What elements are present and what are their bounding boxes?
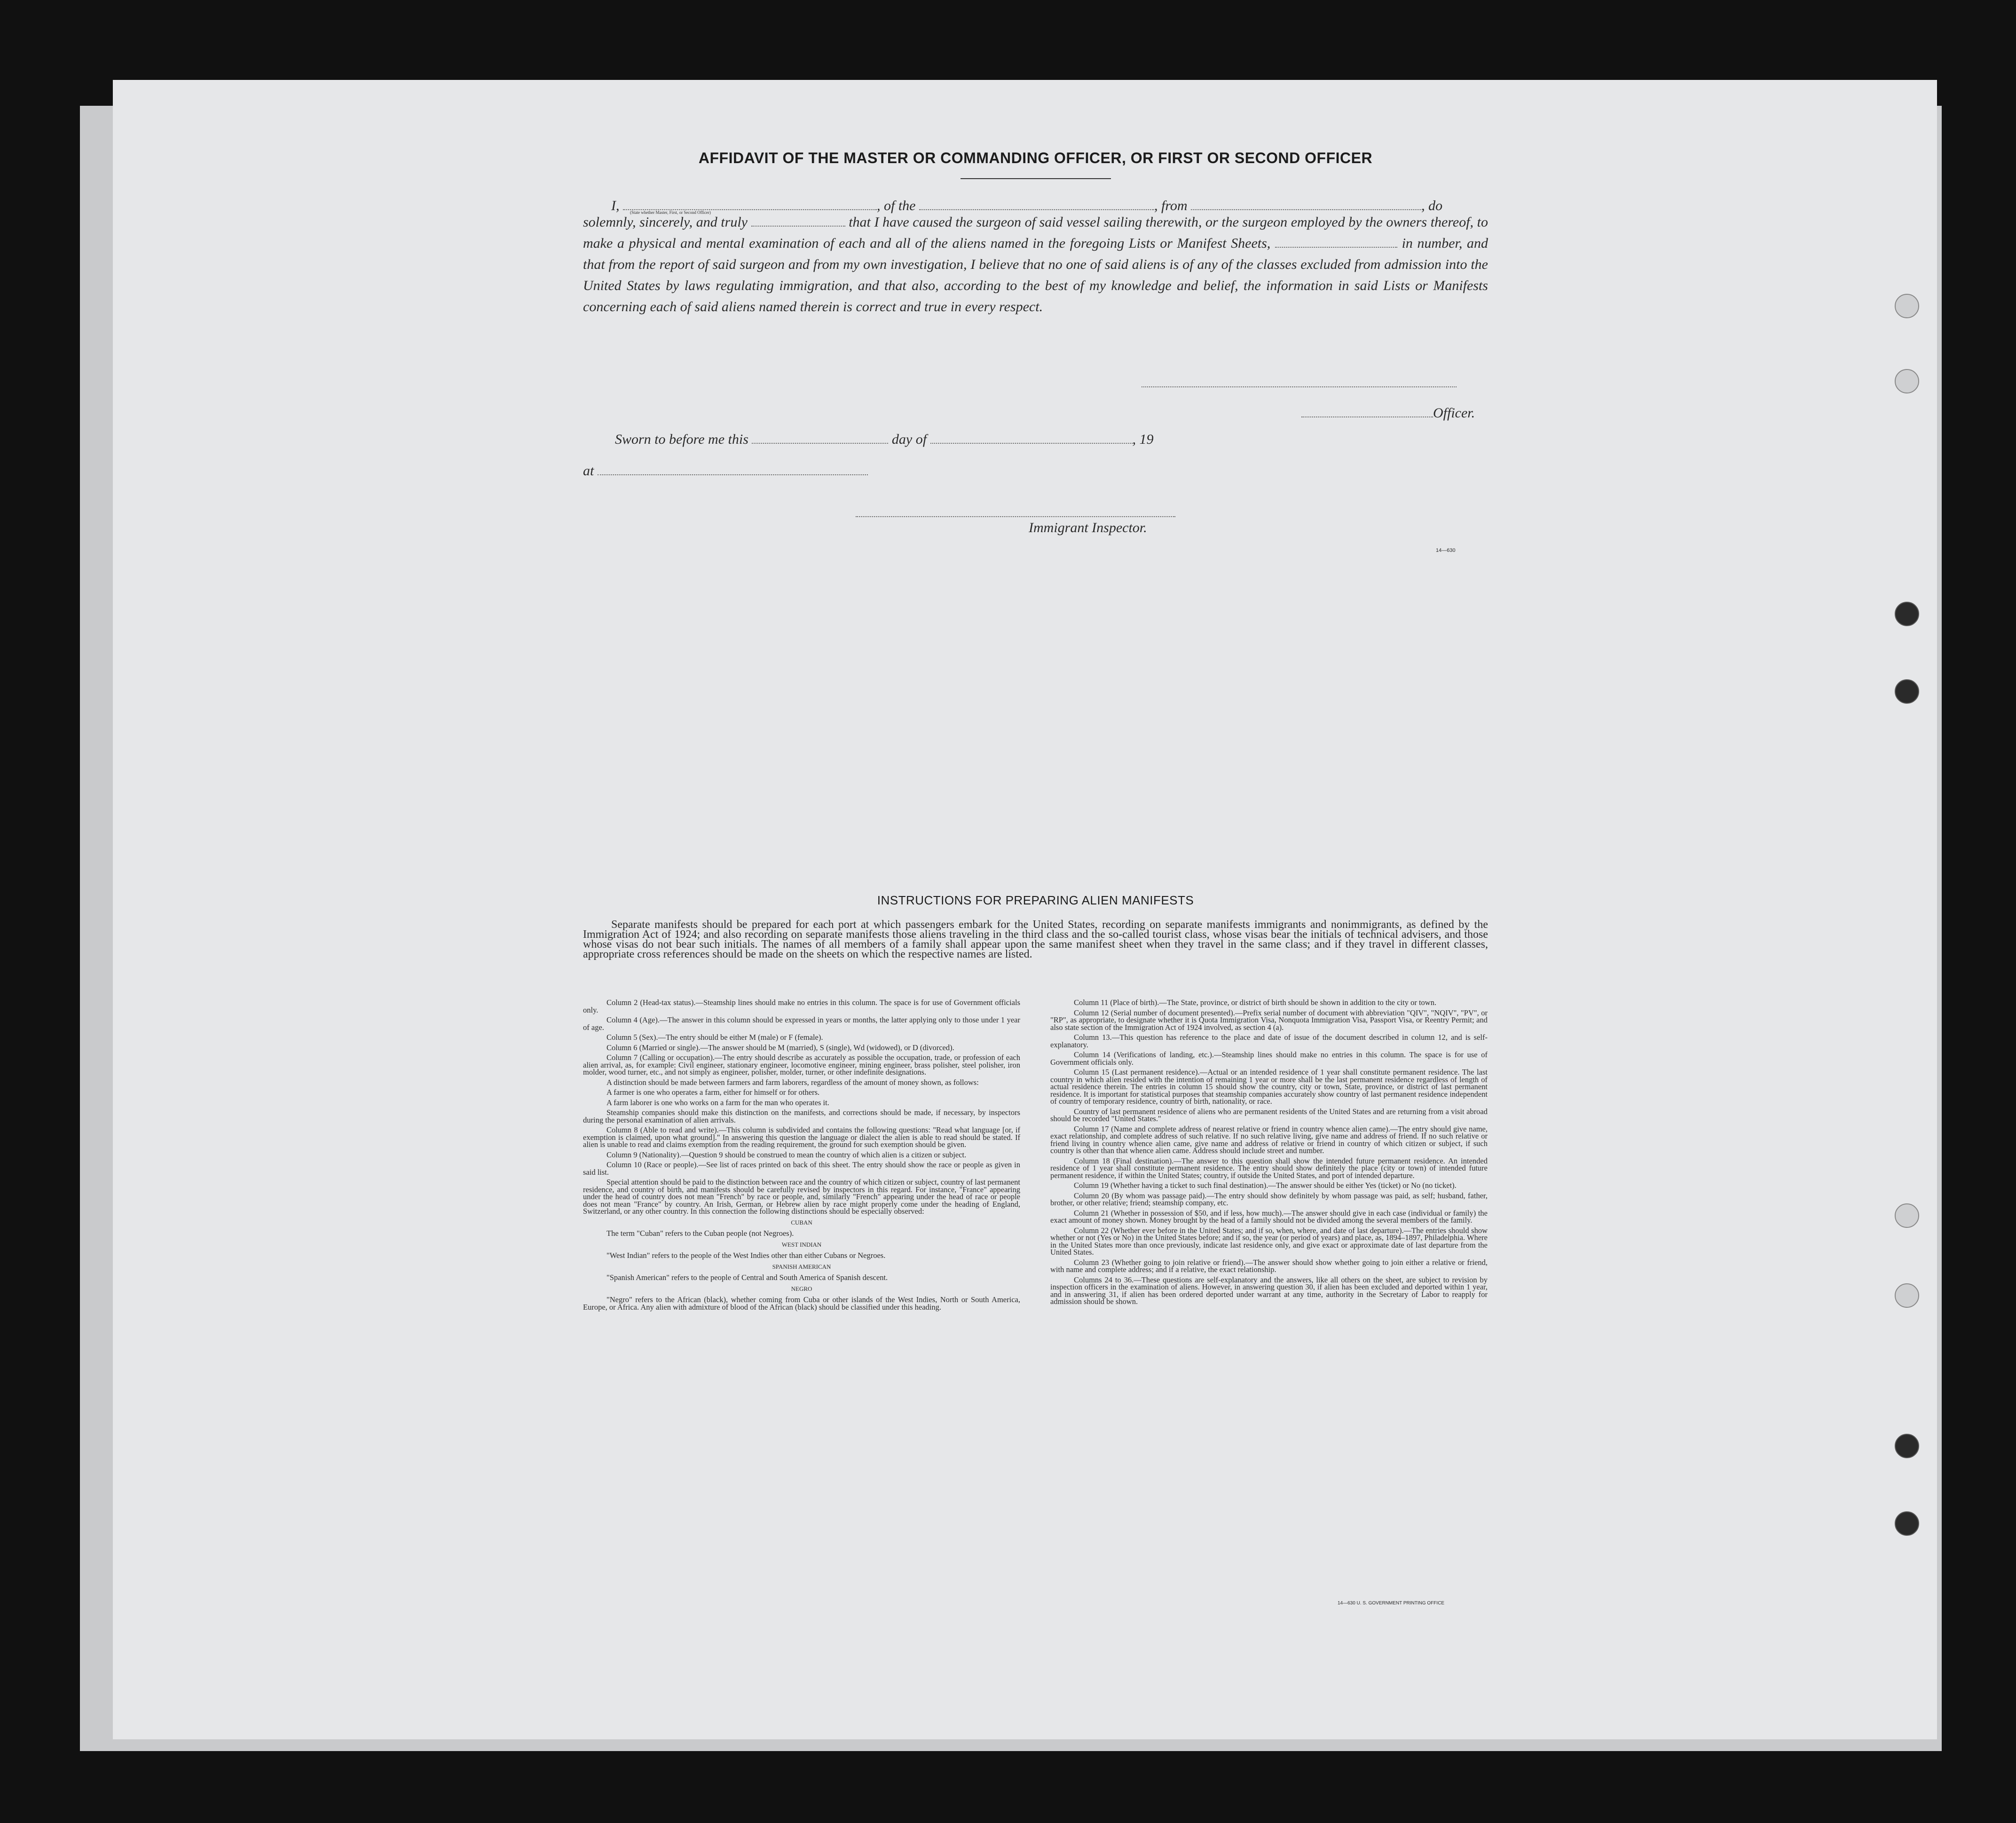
oath-blank[interactable] (751, 215, 845, 227)
punch-hole (1895, 679, 1919, 704)
instruction-paragraph: Column 18 (Final destination).—The answer to this question shall show the intended future permanent residence. An intended residence of 1 year shall constitute permanent residence. The entry should show definitely the place (city or town) of intended future permanent residence, if within the United States; country, if outside the United States, and port of intended departure. (1050, 1156, 1488, 1180)
signature-line[interactable] (1142, 386, 1457, 387)
spanish-american-definition: "Spanish American" refers to the people of Central and South America of Spanish descent. (606, 1273, 888, 1282)
west-indian-definition: "West Indian" refers to the people of the West Indies other than either Cubans or Negroes. (606, 1251, 886, 1260)
document-page (113, 80, 1937, 1739)
affidavit-section (583, 149, 1488, 317)
punch-hole (1895, 602, 1919, 626)
officer-label: Officer. (1433, 405, 1475, 421)
title-divider (961, 178, 1111, 179)
instruction-paragraph: Column 6 (Married or single).—The answer should be M (married), S (single), Wd (widowed), or D (divorced). (606, 1043, 954, 1052)
punch-hole (1895, 1511, 1919, 1536)
instruction-paragraph: Column 8 (Able to read and write).—This column is subdivided and contains the following questions: "Read what language [or, if exemption is claimed, upon what ground]." In answering this question the language or dialect the alien is able to read should be stated. If alien is unable to read and claims exemption from the reading requirement, the ground for such exemption should be given. (583, 1125, 1020, 1149)
affidavit-line2a: solemnly, sincerely, and truly (583, 214, 748, 230)
instruction-paragraph: Column 14 (Verifications of landing, etc.).—Steamship lines should make no entries in this column. The space is for use of Government officials only. (1050, 1050, 1488, 1067)
form-number: 14—630 (1436, 548, 1456, 553)
instruction-paragraph: Column 13.—This question has reference to the place and date of issue of the document described in column 12, and is self-explanatory. (1050, 1033, 1488, 1049)
instruction-paragraph: A farm laborer is one who works on a farm for the man who operates it. (606, 1098, 829, 1107)
at-row (583, 463, 868, 479)
printing-office-footer: 14—630 U. S. GOVERNMENT PRINTING OFFICE (1338, 1601, 1445, 1606)
instruction-paragraph: Column 15 (Last permanent residence).—Actual or an intended residence of 1 year shall constitute permanent residence. The last country in which alien resided with the intention of remaining 1 year or more shall be the last permanent residence regardless of length of actual residence therein. The entries in column 15 should show the country, city or town, State, province, or district of last permanent residence. It is important for statistical purposes that steamship companies accurately show country of last permanent residence independent of country of temporary residence, country of birth, nationality, or race. (1050, 1068, 1488, 1106)
instructions-right-column (1050, 999, 1488, 1308)
rank-note: (State whether Master, First, or Second Officer) (630, 210, 711, 215)
instruction-paragraph: A farmer is one who operates a farm, either for himself or for others. (606, 1088, 820, 1097)
sworn-label: Sworn to before me this (615, 432, 748, 447)
of-the-label: , of the (877, 198, 916, 213)
instruction-paragraph: Column 10 (Race or people).—See list of races printed on back of this sheet. The entry should show the race or people as given in said list. (583, 1160, 1020, 1177)
inspector-signature-line[interactable] (856, 516, 1175, 517)
officer-blank[interactable] (1301, 406, 1433, 417)
instruction-paragraph: Column 17 (Name and complete address of nearest relative or friend in country whence alien came).—The entry should give name, exact relationship, and complete address of such relative. If no such relative living, give name and address of friend. If no such relative or friend living in country whence alien came, give name and address of relative or friend in country of which citizen or subject, if such country is other than that whence alien came. Address should include street and number. (1050, 1124, 1488, 1155)
instruction-paragraph: Column 9 (Nationality).—Question 9 should be construed to mean the country of which alien is a citizen or subject. (606, 1150, 967, 1159)
instruction-paragraph: A distinction should be made between farmers and farm laborers, regardless of the amount of money shown, as follows: (606, 1077, 979, 1087)
spanish-american-heading: SPANISH AMERICAN (772, 1263, 831, 1270)
instruction-paragraph: Column 7 (Calling or occupation).—The entry should describe as accurately as possible the occupation, trade, or profession of each alien arrival, as, for example: Civil engineer, stationary engineer, locomotive engineer, mining engineer, brass polisher, steel polisher, iron molder, wood turner, etc., and not simply as engineer, polisher, molder, turner, or other indefinite designations. (583, 1053, 1020, 1077)
negro-heading: NEGRO (791, 1285, 812, 1292)
sheet-count-blank[interactable] (1275, 236, 1397, 248)
punch-hole (1895, 1283, 1919, 1308)
vessel-name-blank[interactable] (919, 199, 1154, 210)
instruction-paragraph: Country of last permanent residence of aliens who are permanent residents of the United States and are returning from a visit abroad should be recorded "United States." (1050, 1107, 1488, 1123)
affidavit-line3: employed by the owners thereof, to make a physical and mental examination of each and all of the aliens named in the (583, 214, 1488, 251)
affidavit-i: I, (611, 198, 620, 213)
sworn-day-blank[interactable] (752, 432, 888, 444)
affidavit-line5: investigation, I believe that no one of said aliens is of any of the classes excluded from admission into the United States by laws regulating immigration, and that also, according to the best of my knowledge and belief, the information in said Lists or Manifests concerning each of said aliens named therein is correct and true in every respect. (583, 257, 1488, 314)
west-indian-heading: WEST INDIAN (781, 1241, 822, 1248)
year-label: , 19 (1132, 432, 1154, 447)
officer-row (1301, 405, 1475, 421)
day-of-label: day of (891, 432, 927, 447)
instruction-paragraph: Special attention should be paid to the distinction between race and the country of which citizen or subject, country of last permanent residence, and country of birth, and manifests should be carefully revised by inspectors in this regard. For instance, "France" appearing under the head of country does not mean "French" by race or people, and, similarly "French" appearing under the head of race or people does not mean "France" by country. An Irish, German, or Hebrew alien by race might properly come under the heading of England, Switzerland, or any other country. In this connection the following distinctions should be especially observed: (583, 1178, 1020, 1216)
do-label: , do (1421, 198, 1443, 213)
instruction-paragraph: Column 21 (Whether in possession of $50, and if less, how much).—The answer should give in each case (individual or family) the exact amount of money shown. Money brought by the head of a family should not be divided among the several members of the family. (1050, 1208, 1488, 1225)
instruction-paragraph: Steamship companies should make this distinction on the manifests, and corrections should be made, if necessary, by inspectors during the personal examination of alien arrivals. (583, 1108, 1020, 1124)
punch-hole (1895, 369, 1919, 393)
instruction-paragraph: Column 19 (Whether having a ticket to such final destination).—The answer should be either Yes (ticket) or No (no ticket). (1074, 1181, 1457, 1190)
at-place-blank[interactable] (598, 464, 868, 475)
affidavit-line4b: in number, and that from the report of said surgeon and from my own (583, 236, 1488, 272)
inspector-label: Immigrant Inspector. (1029, 520, 1147, 535)
instructions-title: INSTRUCTIONS FOR PREPARING ALIEN MANIFESTS (877, 893, 1194, 907)
instruction-paragraph: Column 20 (By whom was passage paid).—The entry should show definitely by whom passage was paid, as self; husband, father, brother, or other relative; friend; steamship company, etc. (1050, 1191, 1488, 1207)
cuban-definition: The term "Cuban" refers to the Cuban people (not Negroes). (606, 1229, 794, 1238)
instruction-paragraph: Column 22 (Whether ever before in the United States; and if so, when, where, and date of last departure).—The entries should show whether or not (Yes or No) in the United States before; and if so, the year (or period of years) and place, as, 1894–1897, Philadelphia. Where in the United States more than once previously, indicate last residence only, and give exact or approximate date of last departure from the United States. (1050, 1226, 1488, 1257)
instruction-paragraph: Columns 24 to 36.—These questions are self-explanatory and the answers, like all others on the sheet, are subject to revision by inspection officers in the examination of aliens. However, in answering question 30, if alien has been excluded and deported within 1 year, and in answering 31, if alien has been ordered deported under warrant at any time, authority in the Secretary of Labor to reapply for admission should be shown. (1050, 1275, 1488, 1306)
instruction-paragraph: Column 2 (Head-tax status).—Steamship lines should make no entries in this column. The space is for use of Government officials only. (583, 998, 1020, 1014)
affidavit-body (583, 195, 1488, 317)
instructions-left-column (583, 999, 1020, 1313)
instruction-paragraph: Column 4 (Age).—The answer in this column should be expressed in years or months, the latter applying only to those under 1 year of age. (583, 1015, 1020, 1032)
punch-hole (1895, 294, 1919, 318)
from-label: , from (1154, 198, 1188, 213)
punch-hole (1895, 1203, 1919, 1228)
instruction-paragraph: Column 12 (Serial number of document presented).—Prefix serial number of document with abbreviation "QIV", "NQIV", "PV", or "RP", as appropriate, to designate whether it is Quota Immigration Visa, Nonquota Immigration Visa, Passport Visa, or Reentry Permit; and also state section of the Immigration Act of 1924 involved, as section 4 (a). (1050, 1008, 1488, 1032)
port-blank[interactable] (1191, 199, 1421, 210)
sworn-row (615, 432, 1154, 448)
affidavit-title: AFFIDAVIT OF THE MASTER OR COMMANDING OFFICER, OR FIRST OR SECOND OFFICER (698, 149, 1373, 166)
instruction-paragraph: Column 5 (Sex).—The entry should be either M (male) or F (female). (606, 1033, 823, 1042)
cuban-heading: CUBAN (791, 1218, 812, 1226)
sworn-month-blank[interactable] (930, 432, 1133, 444)
instructions-intro: Separate manifests should be prepared for each port at which passengers embark for the United States, recording on separate manifests immigrants and nonimmigrants, as defined by the Immigration Act of 1924; and also recording on separate manifests those aliens traveling in the third class and the so-called tourist class, whose visas bear the initials of technical advisers, and those whose visas do not bear such initials. The names of all members of a family shall appear upon the same manifest sheet when they travel in the same class; and if they travel in different classes, appropriate cross references should be made on the sheets on which the respective names are listed. (583, 919, 1488, 960)
affidavit-line2b: that I have caused the surgeon of said vessel sailing therewith, or the surgeon (849, 214, 1288, 230)
affidavit-line4a: foregoing Lists or Manifest Sheets, (1070, 236, 1271, 251)
negro-definition: "Negro" refers to the African (black), whether coming from Cuba or other islands of the West Indies, North or South America, Europe, or Africa. Any alien with admixture of blood of the African (black) should be classified under this heading. (583, 1295, 1020, 1312)
instruction-paragraph: Column 11 (Place of birth).—The State, province, or district of birth should be shown in addition to the city or town. (1074, 998, 1437, 1007)
instruction-paragraph: Column 23 (Whether going to join relative or friend).—The answer should show whether going to join either a relative or friend, with name and complete address; and if a relative, the exact relationship. (1050, 1257, 1488, 1274)
at-label: at (583, 463, 594, 479)
punch-hole (1895, 1434, 1919, 1458)
officer-rank-blank[interactable] (623, 199, 877, 210)
